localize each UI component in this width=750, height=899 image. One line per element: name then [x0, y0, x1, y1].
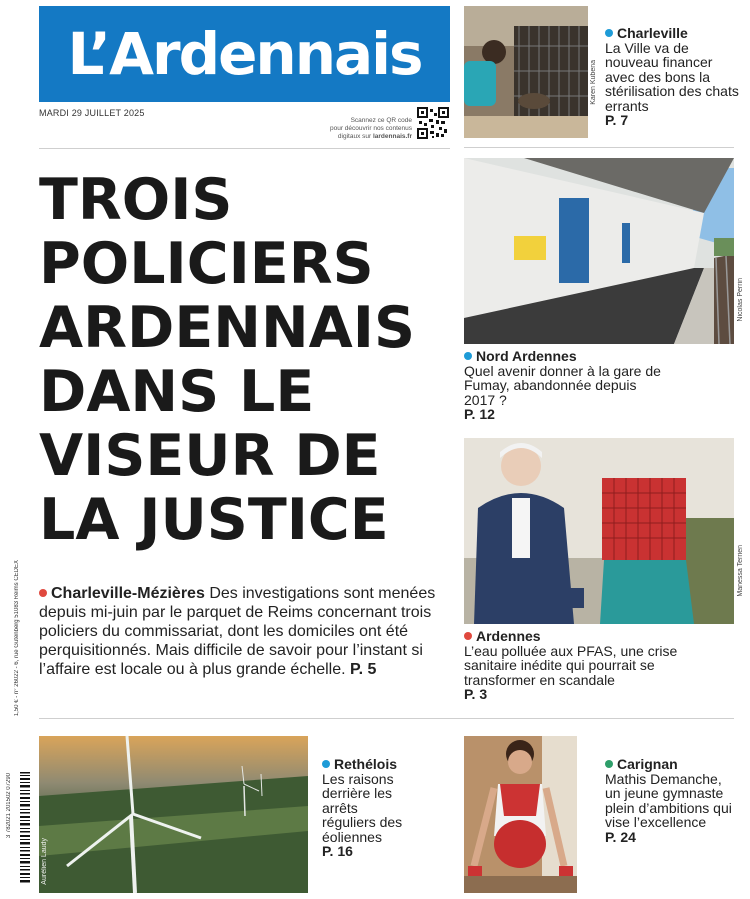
divider: [39, 718, 734, 719]
masthead-title: L’Ardennais: [67, 20, 422, 88]
bullet-dot-icon: [605, 760, 613, 768]
teaser-charleville[interactable]: Charleville La Ville va de nouveau financer avec des bons la stérilisation des chats errants P. 7: [605, 25, 739, 128]
divider: [39, 148, 450, 149]
qr-site-link[interactable]: lardennais.fr: [372, 133, 412, 140]
bullet-dot-icon: [464, 632, 472, 640]
bullet-dot-icon: [605, 29, 613, 37]
issue-date: MARDI 29 JUILLET 2025: [39, 108, 145, 118]
photo-credit: Nicolas Perrin: [737, 278, 744, 322]
photo-gymnast[interactable]: [464, 736, 577, 893]
bullet-dot-icon: [322, 760, 330, 768]
qr-caption: Scannez ce QR code pour découvrir nos contenus digitaux sur lardennais.fr: [329, 117, 412, 140]
teaser-carignan[interactable]: Carignan Mathis Demanche, un jeune gymnaste plein d’ambitions qui vise l’excellence P. 24: [605, 756, 732, 845]
photo-credit: Manessa Terrien: [737, 545, 744, 597]
photo-wind-turbines[interactable]: [39, 736, 308, 893]
main-headline[interactable]: TROIS POLICIERS ARDENNAIS DANS LE VISEUR DE LA JUSTICE: [39, 167, 416, 553]
lead-article-summary[interactable]: Charleville-Mézières Des investigations sont menées depuis mi-juin par le parquet de Reims concernant trois policiers du commissariat, dont les domiciles ont été perquisitionnés. Mais difficile de savoir pour l’instant si l’affaire est locale ou à plus grande échelle. P. 5: [39, 585, 436, 678]
teaser-ardennes[interactable]: Ardennes L’eau polluée aux PFAS, une crise sanitaire inédite qui pourrait se transformer en scandale P. 3: [464, 628, 678, 702]
photo-cat-shelter[interactable]: [464, 6, 588, 138]
bullet-dot-icon: [464, 352, 472, 360]
qr-code-icon[interactable]: [417, 107, 449, 139]
page-ref: P. 5: [350, 661, 377, 678]
bullet-dot-icon: [39, 589, 47, 597]
photo-pfas-water[interactable]: [464, 438, 734, 624]
masthead-logo[interactable]: [39, 6, 450, 102]
teaser-nord-ardennes[interactable]: Nord Ardennes Quel avenir donner à la gare de Fumay, abandonnée depuis 2017 ? P. 12: [464, 348, 661, 422]
barcode-number: 3 782021 201502 07290: [6, 773, 12, 839]
photo-fumay-station[interactable]: [464, 158, 734, 344]
divider: [464, 147, 734, 148]
photo-credit: Aurélien Laudy: [41, 838, 48, 885]
imprint: 1,50 € - n° 26022 - 6, rue Gutenberg 51083 Reims CEDEX: [14, 560, 20, 717]
teaser-rethelois[interactable]: Rethélois Les raisons derrière les arrêts réguliers des éoliennes P. 16: [322, 756, 403, 859]
photo-credit: Karen Kubena: [590, 60, 597, 105]
